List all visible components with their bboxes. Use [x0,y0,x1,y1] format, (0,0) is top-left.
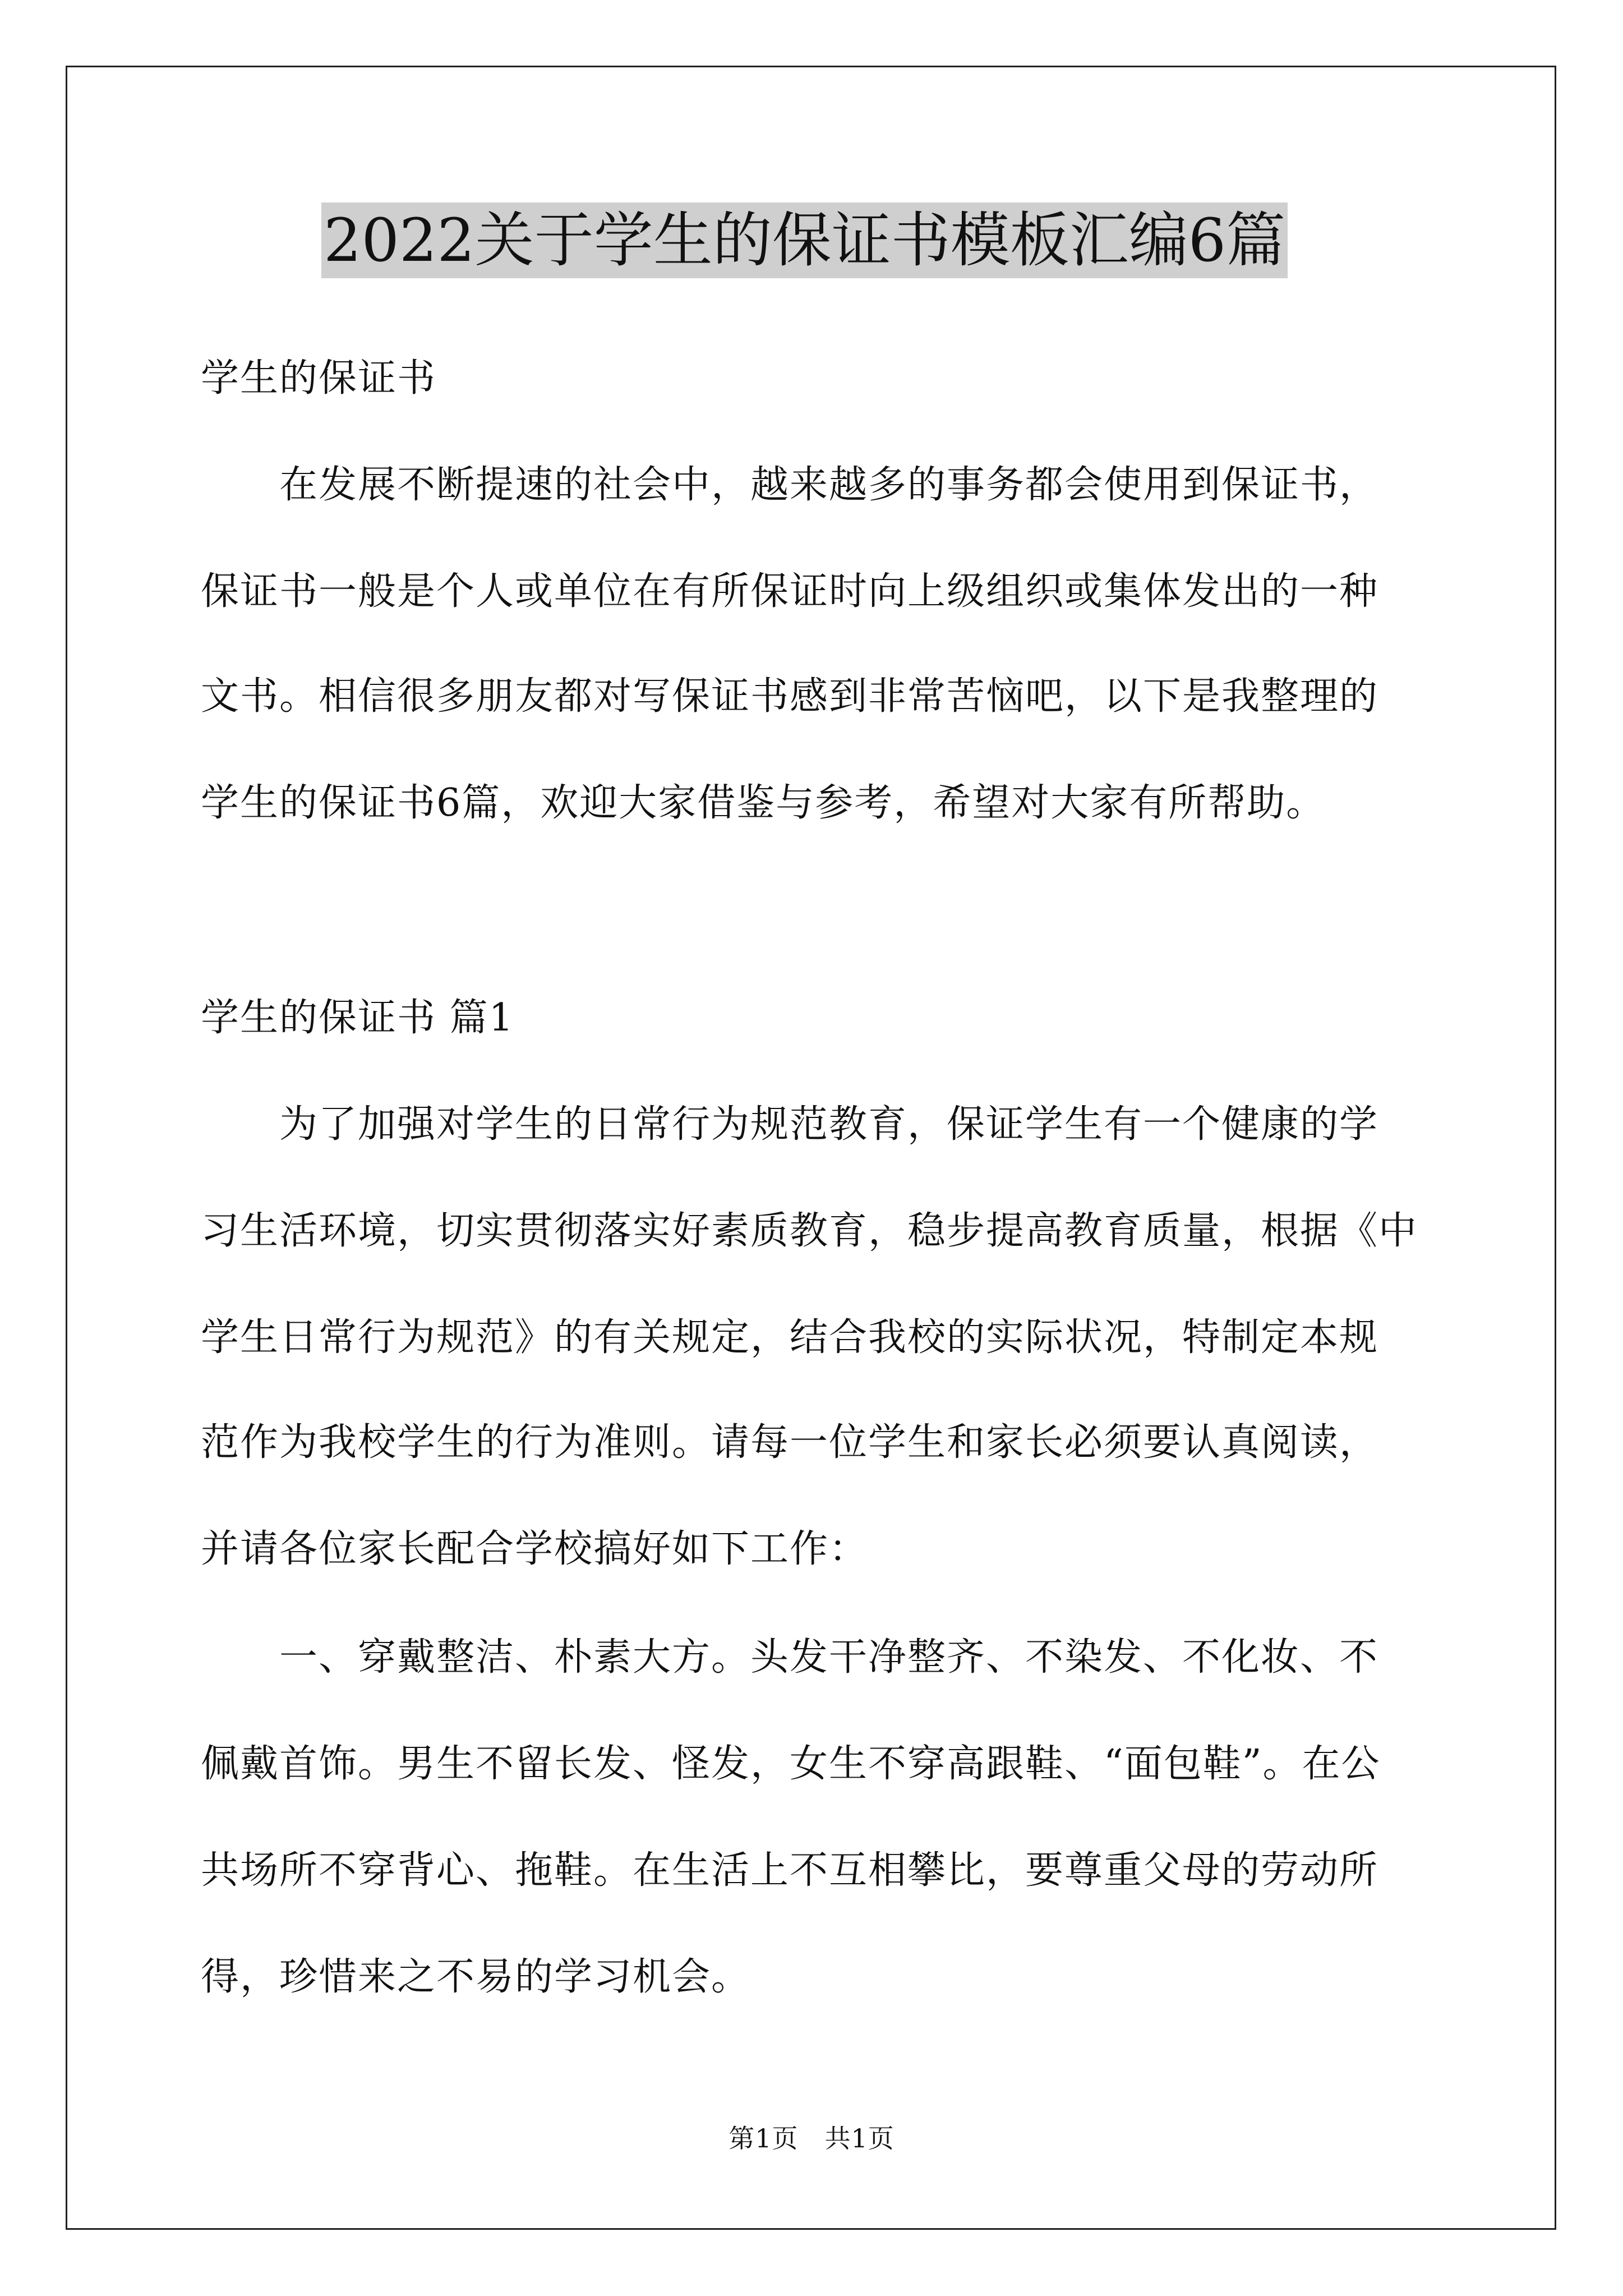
paragraph-line: 学生日常行为规范》的有关规定，结合我校的实际状况，特制定本规 [201,1315,1379,1360]
paragraph-line: 共场所不穿背心、拖鞋。在生活上不互相攀比，要尊重父母的劳动所 [201,1848,1379,1893]
paragraph-line: 得，珍惜来之不易的学习机会。 [201,1955,751,1999]
paragraph-line: 学生的保证书6篇，欢迎大家借鉴与参考，希望对大家有所帮助。 [201,781,1326,825]
section-heading: 学生的保证书 篇1 [201,996,514,1040]
paragraph-line: 范作为我校学生的行为准则。请每一位学生和家长必须要认真阅读， [201,1420,1379,1465]
paragraph-line: 为了加强对学生的日常行为规范教育，保证学生有一个健康的学 [201,1102,1379,1147]
paragraph-line: 习生活环境，切实贯彻落实好素质教育，稳步提高教育质量，根据《中 [201,1209,1418,1253]
paragraph-line: 并请各位家长配合学校搞好如下工作： [201,1527,869,1571]
section-heading: 学生的保证书 [201,356,437,401]
paragraph-line: 佩戴首饰。男生不留长发、怪发，女生不穿高跟鞋、“面包鞋”。在公 [201,1742,1381,1786]
paragraph-line: 在发展不断提速的社会中，越来越多的事务都会使用到保证书， [201,463,1379,507]
paragraph-line: 文书。相信很多朋友都对写保证书感到非常苦恼吧，以下是我整理的 [201,674,1379,719]
paragraph-line: 一、穿戴整洁、朴素大方。头发干净整齐、不染发、不化妆、不 [201,1635,1379,1680]
paragraph-line: 保证书一般是个人或单位在有所保证时向上级组织或集体发出的一种 [201,569,1379,614]
page-number: 第1页 共1页 [728,2123,895,2154]
document-title: 2022关于学生的保证书模板汇编6篇 [321,203,1288,278]
